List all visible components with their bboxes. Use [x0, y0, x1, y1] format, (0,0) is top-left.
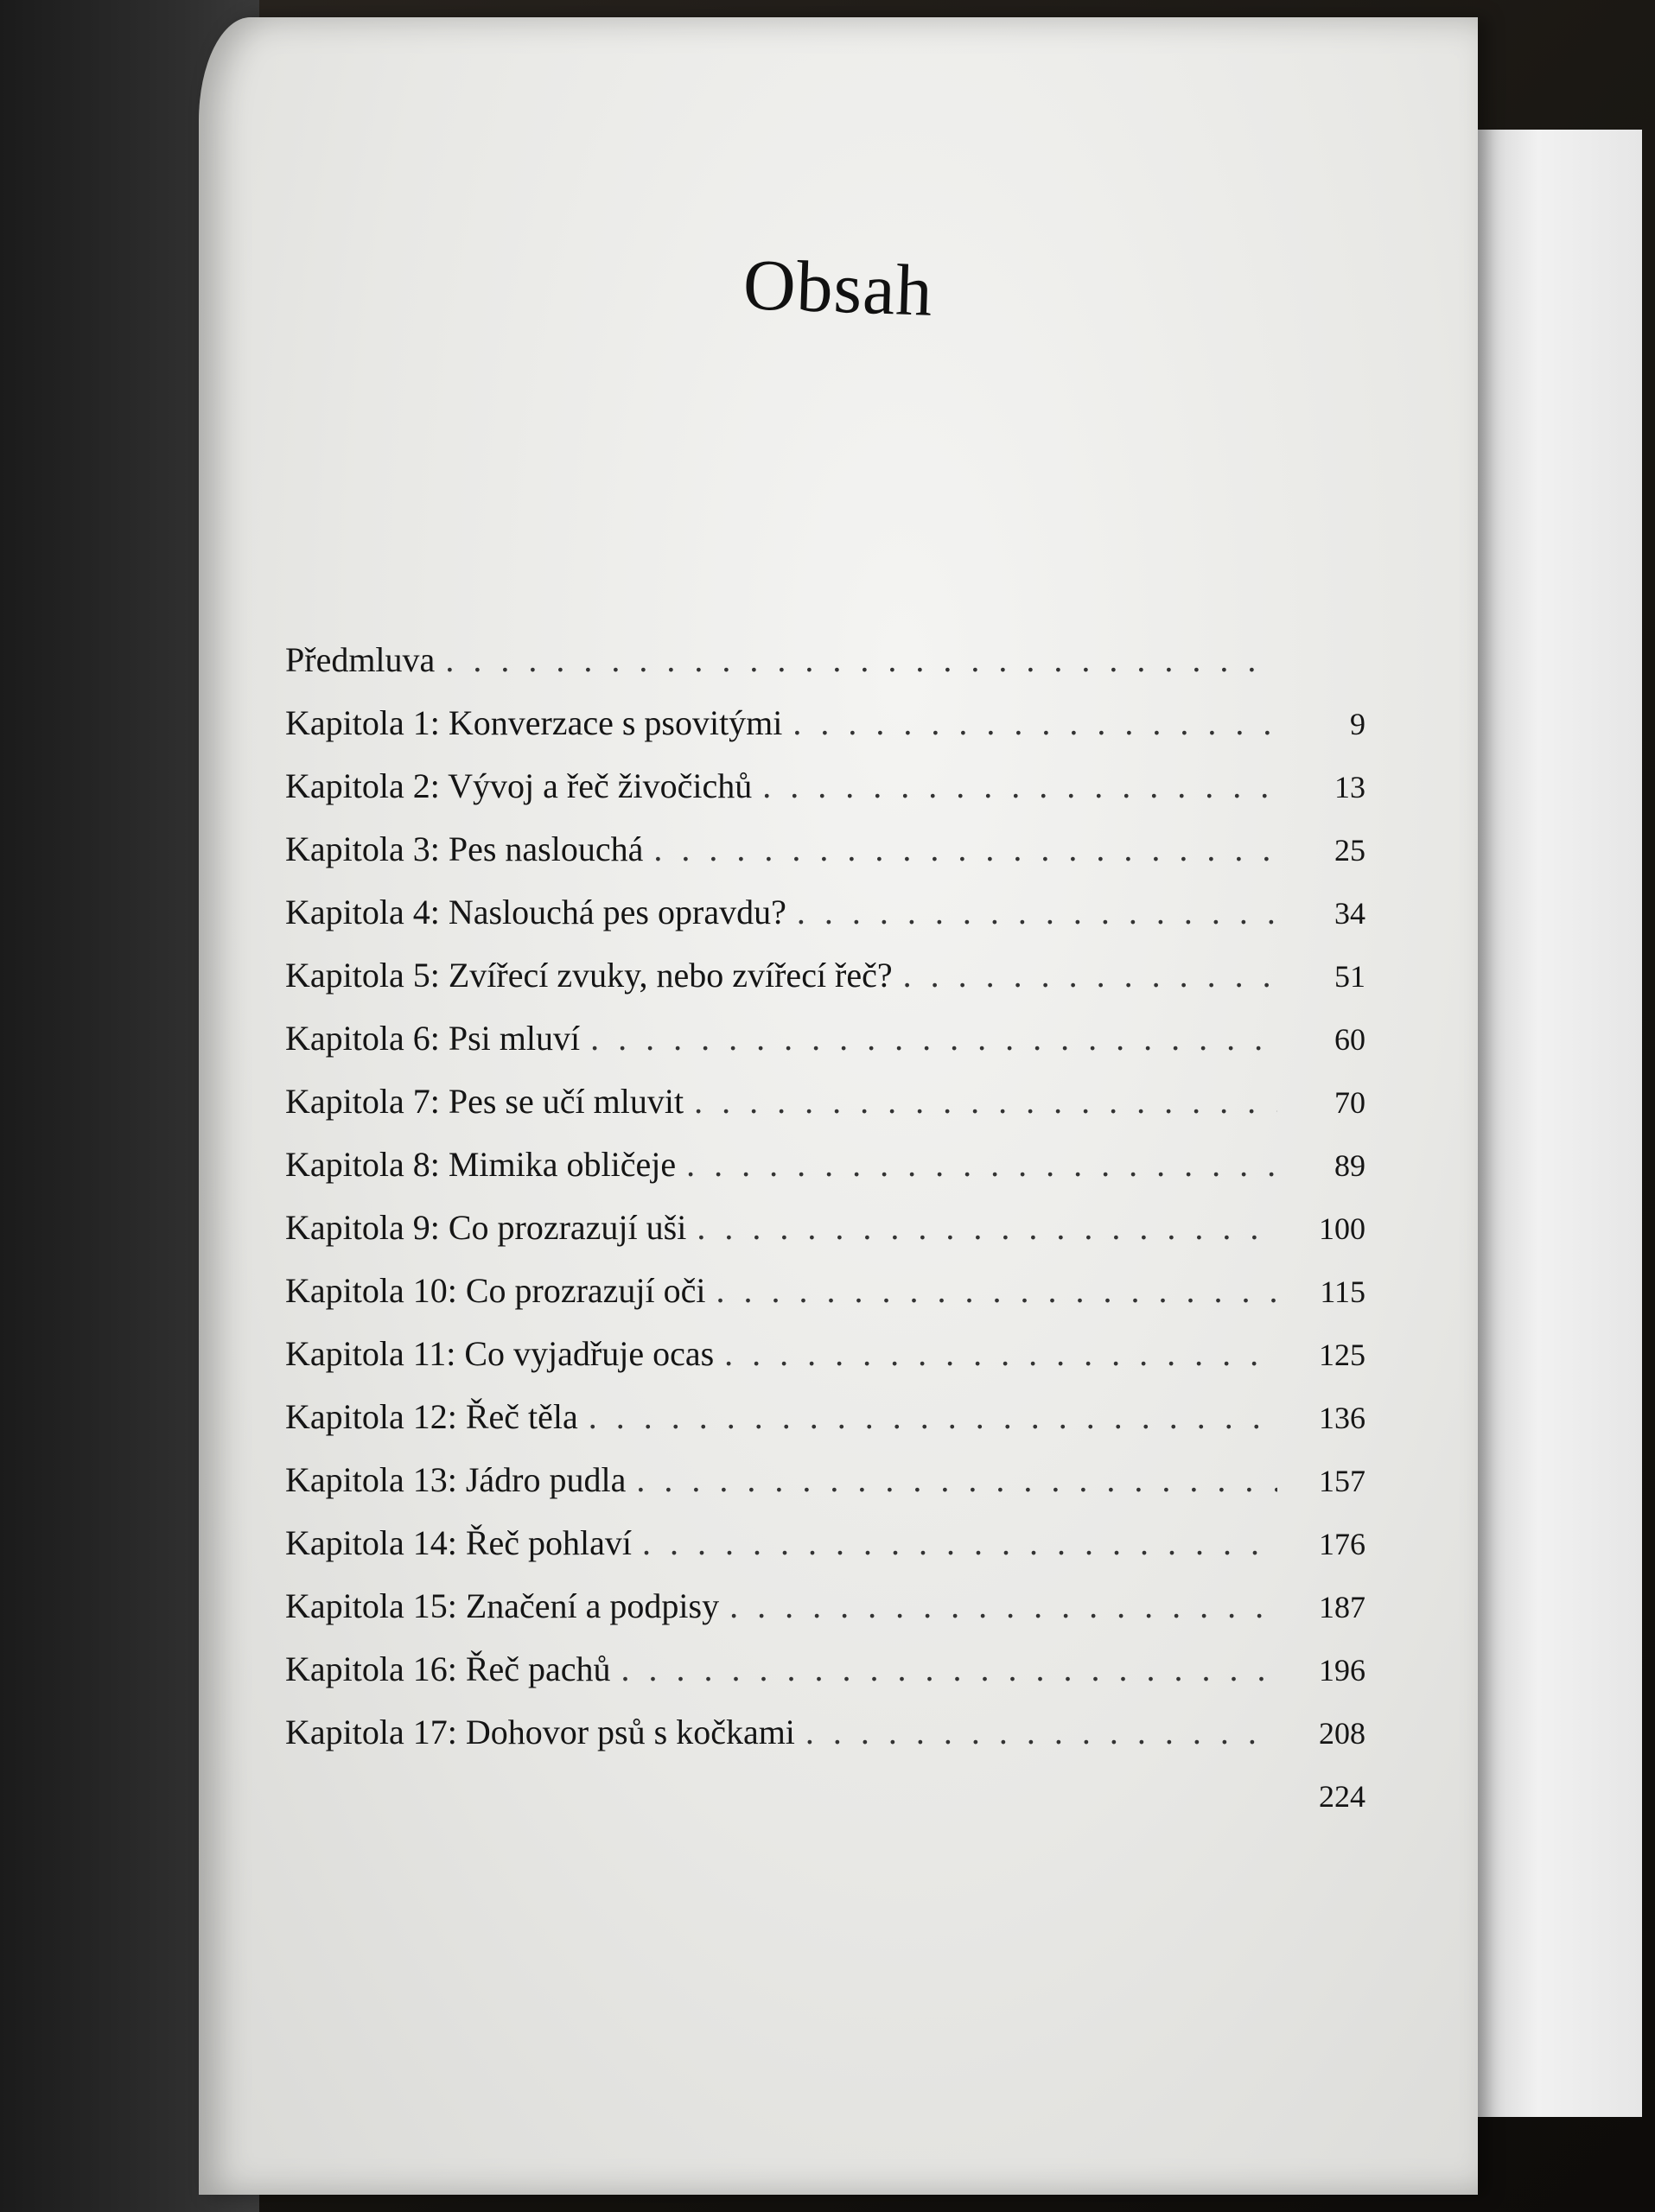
toc-leader-dots [697, 1207, 1277, 1248]
toc-entry [285, 1586, 1365, 1649]
toc-entry-label: Kapitola 9: Co prozrazují uši [285, 1208, 687, 1247]
toc-entry [285, 702, 1365, 766]
toc-entry-label: Kapitola 17: Dohovor psů s kočkami [285, 1713, 795, 1751]
toc-entry-label: Kapitola 15: Značení a podpisy [285, 1586, 720, 1625]
toc-entry-label: Kapitola 6: Psi mluví [285, 1019, 581, 1058]
toc-leader-dots [621, 1649, 1277, 1689]
toc-entry [285, 1333, 1365, 1396]
toc-entry-page-number: 34 [1334, 896, 1365, 931]
toc-entry-page-number: 89 [1334, 1148, 1365, 1183]
toc-entry-label: Kapitola 8: Mimika obličeje [285, 1145, 677, 1184]
toc-leader-dots [716, 1270, 1277, 1311]
toc-entry-label: Kapitola 11: Co vyjadřuje ocas [285, 1334, 715, 1373]
toc-entry-label: Kapitola 13: Jádro pudla [285, 1460, 627, 1499]
toc-leader-dots [903, 955, 1277, 995]
toc-entry [285, 892, 1365, 955]
toc-entry [285, 1018, 1365, 1081]
toc-entry-page-number: 157 [1319, 1464, 1365, 1498]
next-page-edge [1469, 130, 1642, 2117]
toc-entry [285, 1144, 1365, 1207]
table-of-contents [285, 639, 1365, 1838]
toc-leader-dots [589, 1396, 1277, 1437]
toc-leader-dots [724, 1333, 1277, 1374]
toc-entry-label: Předmluva [285, 640, 436, 679]
toc-leader-dots [636, 1459, 1277, 1500]
toc-entry-page-number: 208 [1319, 1716, 1365, 1751]
toc-entry-page-number: 100 [1319, 1211, 1365, 1246]
toc-entry-label: Kapitola 14: Řeč pohlaví [285, 1523, 633, 1562]
toc-leader-dots [686, 1144, 1277, 1185]
toc-entry-page-number: 9 [1350, 707, 1365, 741]
toc-entry-label: Kapitola 1: Konverzace s psovitými [285, 703, 783, 742]
toc-entry-label: Kapitola 7: Pes se učí mluvit [285, 1082, 684, 1121]
toc-leader-dots [590, 1018, 1277, 1058]
toc-entry [285, 639, 1365, 702]
toc-leader-dots [762, 766, 1277, 806]
toc-entry [285, 1459, 1365, 1522]
toc-entry [285, 1081, 1365, 1144]
toc-entry-page-number: 196 [1319, 1653, 1365, 1688]
toc-entry-label: Kapitola 2: Vývoj a řeč živočichů [285, 766, 753, 805]
toc-entry [285, 766, 1365, 829]
toc-entry-page-number: 136 [1319, 1401, 1365, 1435]
toc-entry-page-number: 125 [1319, 1338, 1365, 1372]
toc-entry-page-number: 224 [1319, 1779, 1365, 1814]
toc-entry [285, 829, 1365, 892]
toc-entry-label: Kapitola 5: Zvířecí zvuky, nebo zvířecí řeč? [285, 956, 893, 995]
toc-leader-dots [445, 639, 1277, 680]
toc-leader-dots [792, 702, 1277, 743]
toc-leader-dots [797, 892, 1277, 932]
toc-entry-label: Kapitola 10: Co prozrazují oči [285, 1271, 706, 1310]
toc-entry-label: Kapitola 12: Řeč těla [285, 1397, 578, 1436]
toc-leader-dots [694, 1081, 1277, 1122]
toc-entry-label: Kapitola 16: Řeč pachů [285, 1649, 611, 1688]
toc-leader-dots [653, 829, 1277, 869]
toc-entry-page-number: 187 [1319, 1590, 1365, 1624]
toc-entry [285, 1522, 1365, 1586]
toc-leader-dots [642, 1522, 1277, 1563]
toc-entry [285, 1396, 1365, 1459]
toc-entry [285, 1649, 1365, 1712]
toc-entry-page-number: 176 [1319, 1527, 1365, 1561]
toc-entry-page-number: 13 [1334, 770, 1365, 804]
toc-entry-page-number: 25 [1334, 833, 1365, 868]
toc-entry-label: Kapitola 3: Pes naslouchá [285, 830, 644, 868]
toc-entry [285, 1775, 1365, 1838]
toc-entry [285, 1207, 1365, 1270]
toc-entry-page-number: 70 [1334, 1085, 1365, 1120]
toc-entry-page-number: 115 [1320, 1274, 1365, 1309]
toc-leader-dots [805, 1712, 1277, 1752]
toc-entry-page-number: 51 [1334, 959, 1365, 994]
toc-entry-label: Kapitola 4: Naslouchá pes opravdu? [285, 893, 786, 931]
book-page [199, 17, 1478, 2195]
toc-entry [285, 1712, 1365, 1775]
page-title: Obsah [742, 245, 935, 332]
toc-entry [285, 955, 1365, 1018]
toc-leader-dots [729, 1586, 1277, 1626]
toc-entry [285, 1270, 1365, 1333]
toc-entry-page-number: 60 [1334, 1022, 1365, 1057]
